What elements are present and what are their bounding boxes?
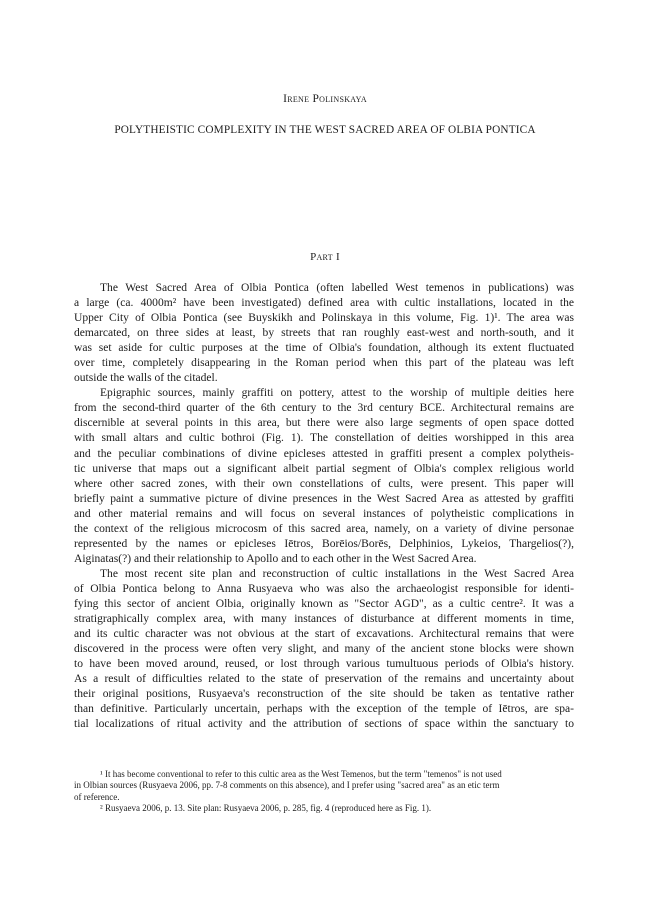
body-line: tial localizations of ritual activity and the attribution of sections of space within the sanctuary to [74, 718, 574, 731]
body-line: to have been moved around, reused, or lost through various tumultuous periods of Olbia's history. [74, 658, 574, 671]
author-name: Irene Polinskaya [283, 93, 367, 105]
body-line: stratigraphically complex area, with many instances of disturbance at different moments in time, [74, 613, 574, 626]
footnote-line: of reference. [74, 791, 120, 802]
body-line: than definitive. Particularly uncertain, perhaps with the exception of the temple of Iētros, are spa- [74, 703, 574, 716]
body-line: The West Sacred Area of Olbia Pontica (often labelled West temenos in publications) was [100, 282, 574, 294]
body-line: a large (ca. 4000m² have been investigated) defined area with cultic installations, located in the [74, 297, 574, 310]
body-line: briefly paint a summative picture of divine presences in the West Sacred Area as attested by graffiti [74, 492, 574, 505]
body-line: and the peculiar combinations of divine epicleses attested in graffiti present a complex polytheis- [74, 447, 574, 460]
article-title: POLYTHEISTIC COMPLEXITY IN THE WEST SACRED AREA OF OLBIA PONTICA [114, 124, 536, 136]
body-line: was set aside for cultic purposes at the time of Olbia's foundation, although its extent fluctuated [74, 342, 574, 355]
footnotes [74, 769, 574, 814]
body-text [74, 281, 574, 732]
footnote-line: in Olbian sources (Rusyaeva 2006, pp. 7-8 comments on this absence), and I prefer using "sacred area" as an etic term [74, 780, 500, 791]
body-line: Upper City of Olbia Pontica (see Buyskikh and Polinskaya in this volume, Fig. 1)¹. The area was [74, 312, 574, 325]
footnote-line: ² Rusyaeva 2006, p. 13. Site plan: Rusyaeva 2006, p. 285, fig. 4 (reproduced here as Fig. 1). [100, 802, 432, 813]
body-line: of Olbia Pontica belong to Anna Rusyaeva who was also the archaeologist responsible for identi- [74, 582, 574, 595]
body-line: the context of the religious microcosm of this sacred area, namely, on a variety of divine personae [74, 522, 574, 535]
body-line: As a result of difficulties related to the state of preservation of the remains and uncertainty about [74, 673, 574, 686]
body-line: where other sacred zones, with their own constellations of cults, were present. This paper will [74, 477, 574, 490]
body-line: Epigraphic sources, mainly graffiti on pottery, attest to the worship of multiple deities here [100, 387, 574, 400]
body-line: represented by the names or epicleses Iētros, Borēios/Borēs, Delphinios, Lykeios, Thargelios(?), [74, 537, 574, 550]
body-line: and its cultic character was not obvious at the start of excavations. Architectural remains that were [74, 628, 574, 641]
body-line: discernible at several points in this area, but there were also large segments of open space dotted [74, 417, 574, 430]
section-heading: Part I [310, 251, 340, 263]
body-line: with small altars and cultic bothroi (Fig. 1). The constellation of deities worshipped in this area [74, 432, 574, 445]
body-line: discovered in the process were often very slight, and many of the ancient stone blocks were shown [74, 643, 574, 656]
body-line: tic universe that maps out a significant albeit partial segment of Olbia's complex religious world [74, 462, 574, 475]
body-line: from the second-third quarter of the 6th century to the 3rd century BCE. Architectural remains are [74, 402, 574, 415]
footnote-line: ¹ It has become conventional to refer to this cultic area as the West Temenos, but the term "temenos" is not used [100, 769, 502, 779]
body-line: The most recent site plan and reconstruction of cultic installations in the West Sacred Area [100, 567, 574, 580]
body-line: outside the walls of the citadel. [74, 372, 218, 385]
body-line: Aiginatas(?) and their relationship to Apollo and to each other in the West Sacred Area. [74, 552, 477, 565]
body-line: their original positions, Rusyaeva's reconstruction of the site should be taken as tentative rather [74, 688, 574, 701]
body-line: demarcated, on three sides at least, by streets that ran roughly east-west and north-south, and it [74, 327, 574, 340]
body-line: and other material remains and will focus on several instances of polytheistic complications in [74, 507, 574, 520]
body-line: over time, completely disappearing in the Roman period when this part of the plateau was left [74, 357, 574, 370]
body-line: fying this sector of ancient Olbia, originally known as "Sector AGD", as a cultic centre². It was a [74, 597, 574, 610]
